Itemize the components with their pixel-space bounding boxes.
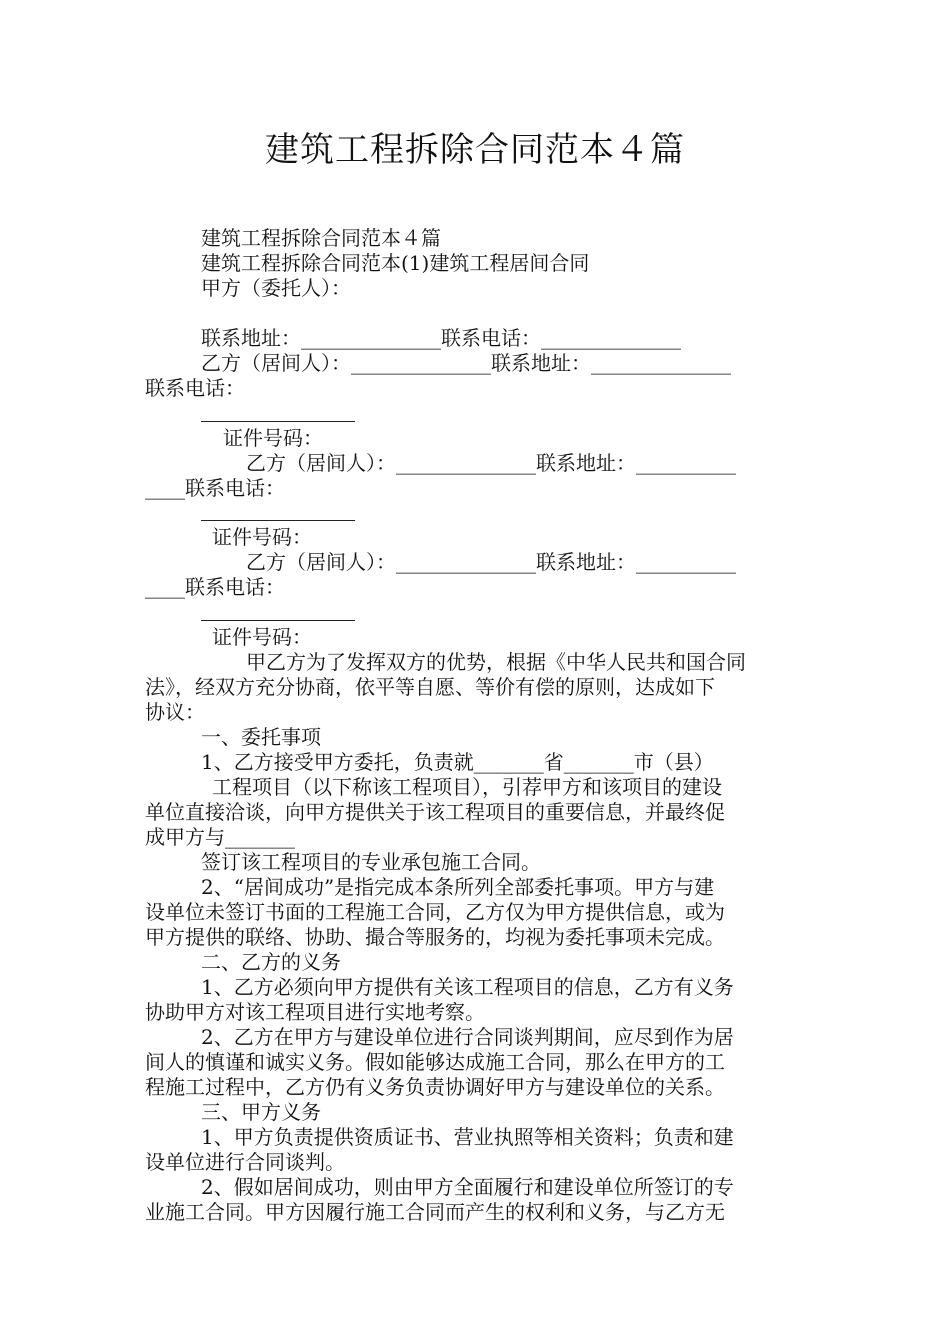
paragraph-line: 签订该工程项目的专业承包施工合同。 <box>201 850 541 874</box>
paragraph-line: 协助甲方对该工程项目进行实地考察。 <box>145 1000 485 1024</box>
document-title: 建筑工程拆除合同范本４篇 <box>265 130 685 170</box>
subtitle-line: 建筑工程拆除合同范本４篇 <box>201 226 441 250</box>
contact-phone-line: ____联系电话： <box>145 476 285 500</box>
paragraph-line: 协议： <box>145 700 205 724</box>
section-heading: 二、乙方的义务 <box>201 950 341 974</box>
contact-phone-line: ____联系电话： <box>145 575 285 599</box>
paragraph-line: 业施工合同。甲方因履行施工合同而产生的权利和义务，与乙方无 <box>145 1200 725 1224</box>
party-b-line: 乙方（居间人）：______________联系地址：__________ <box>246 451 736 475</box>
party-a-label: 甲方（委托人）： <box>201 276 351 300</box>
paragraph-line: 工程项目（以下称该工程项目），引荐甲方和该项目的建设 <box>212 775 722 799</box>
party-b-line: 乙方（居间人）：______________联系地址：______________ <box>201 351 731 375</box>
paragraph-line: 1、乙方必须向甲方提供有关该工程项目的信息，乙方有义务 <box>201 975 734 999</box>
paragraph-line: 1、乙方接受甲方委托，负责就_______省_______市（县） <box>201 750 714 774</box>
id-number-label: 证件号码： <box>212 625 312 649</box>
paragraph-line: 2、乙方在甲方与建设单位进行合同谈判期间，应尽到作为居 <box>201 1025 734 1049</box>
paragraph-line: 2、“居间成功”是指完成本条所列全部委托事项。甲方与建 <box>201 875 715 899</box>
blank-rule <box>201 421 355 422</box>
section-heading: 三、甲方义务 <box>201 1100 321 1124</box>
paragraph-line: 法》，经双方充分协商，依平等自愿、等价有偿的原则，达成如下 <box>145 675 715 699</box>
paragraph-line: 1、甲方负责提供资质证书、营业执照等相关资料；负责和建 <box>201 1125 734 1149</box>
paragraph-line: 2、假如居间成功，则由甲方全面履行和建设单位所签订的专 <box>201 1175 734 1199</box>
blank-rule <box>201 620 355 621</box>
paragraph-line: 成甲方与_______ <box>145 825 295 849</box>
contact-line: 联系地址：______________联系电话：______________ <box>201 326 681 350</box>
paragraph-line: 甲乙方为了发挥双方的优势，根据《中华人民共和国合同 <box>246 650 746 674</box>
party-b-line: 乙方（居间人）：______________联系地址：__________ <box>246 550 736 574</box>
id-number-label: 证件号码： <box>212 525 312 549</box>
id-number-label: 证件号码： <box>223 426 323 450</box>
paragraph-line: 甲方提供的联络、协助、撮合等服务的，均视为委托事项未完成。 <box>145 925 725 949</box>
section-heading: 一、委托事项 <box>201 725 321 749</box>
paragraph-line: 单位直接洽谈，向甲方提供关于该工程项目的重要信息，并最终促 <box>145 800 725 824</box>
blank-rule <box>201 520 355 521</box>
contact-phone-label: 联系电话： <box>145 376 245 400</box>
paragraph-line: 程施工过程中，乙方仍有义务负责协调好甲方与建设单位的关系。 <box>145 1075 725 1099</box>
paragraph-line: 设单位进行合同谈判。 <box>145 1150 345 1174</box>
paragraph-line: 设单位未签订书面的工程施工合同，乙方仅为甲方提供信息，或为 <box>145 900 725 924</box>
paragraph-line: 间人的慎谨和诚实义务。假如能够达成施工合同，那么在甲方的工 <box>145 1050 725 1074</box>
subtitle-line: 建筑工程拆除合同范本(1)建筑工程居间合同 <box>201 251 590 275</box>
